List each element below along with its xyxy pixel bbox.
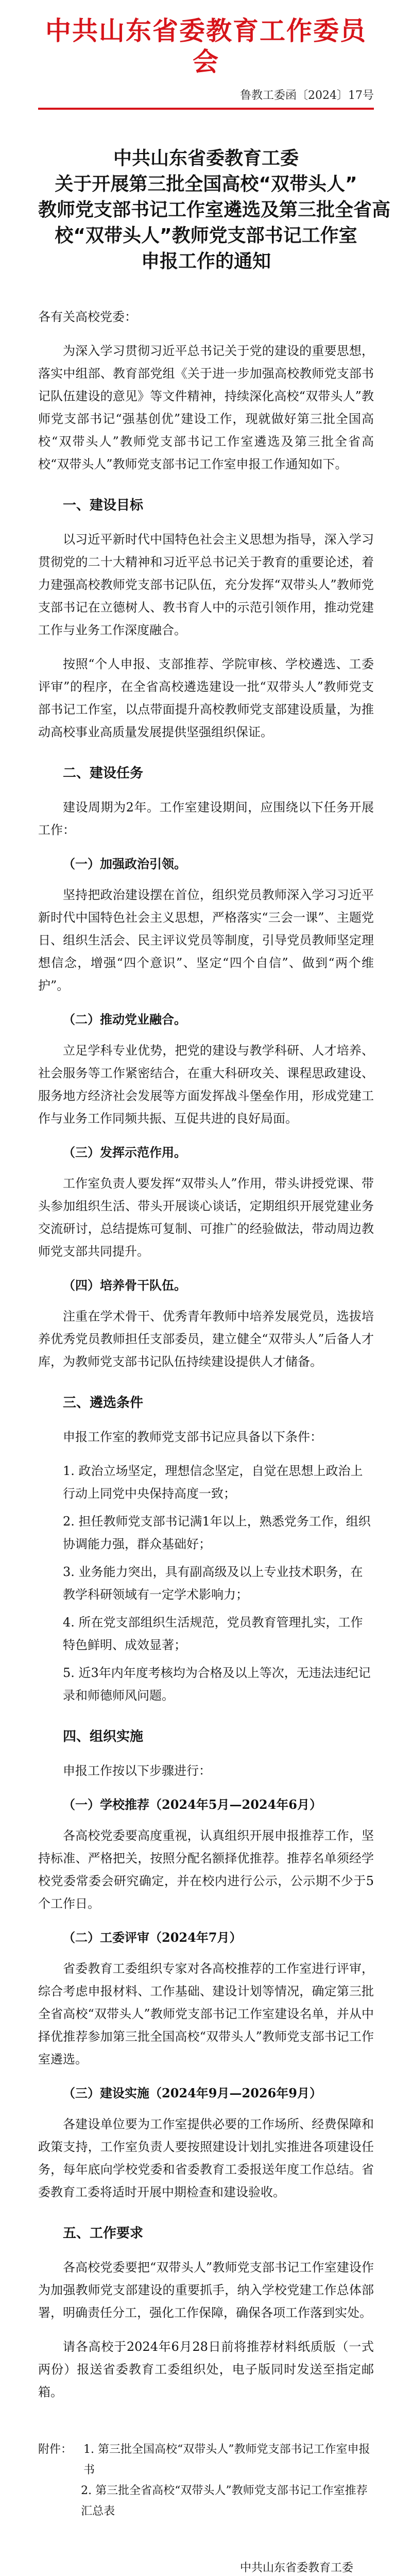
body-paragraph: 注重在学术骨干、优秀青年教师中培养发展党员，选拔培养优秀党员教师担任支部委员，建立健全“双带头人”后备人才库，为教师党支部书记队伍持续建设提供人才储备。 xyxy=(38,1309,374,1369)
attachments-label: 附件： xyxy=(38,2443,73,2456)
issuing-organization: 中共山东省委教育工委 xyxy=(239,2562,353,2574)
section-heading: 五、工作要求 xyxy=(63,2226,144,2241)
intro-paragraph: 为深入学习贯彻习近平总书记关于党的建设的重要思想，落实中组部、教育部党组《关于进一步加强高校教师党支部书记队伍建设的意见》等文件精神，持续深化高校“双带头人”教师党支部书记“强基创优”建设工作，现就做好第三批全国高校“双带头人”教师党支部书记工作室遴选及第三批全省高校“双带头人”教师党支部书记工作室申报工作通知如下。 xyxy=(38,344,374,471)
section-heading: 一、建设目标 xyxy=(63,498,144,513)
section-heading: 二、建设任务 xyxy=(63,766,144,781)
list-item: 2. 担任教师党支部书记满1年以上，熟悉党务工作，组织协调能力强，群众基础好； xyxy=(63,1514,371,1551)
body-paragraph: 工作室负责人要发挥“双带头人”作用，带头讲授党课、带头参加组织生活、带头开展谈心谈话，定期组织开展党建业务交流研讨，总结提炼可复制、可推广的经验做法，带动周边教师党支部共同提升。 xyxy=(38,1176,374,1259)
body-paragraph: 坚持把政治建设摆在首位，组织党员教师深入学习习近平新时代中国特色社会主义思想，严格落实“三会一课”、主题党日、组织生活会、民主评议党员等制度，引导党员教师坚定理想信念，增强“四个意识”、坚定“四个自信”、做到“两个维护”。 xyxy=(38,888,374,993)
attachment-row xyxy=(38,2439,374,2481)
list-item: 1. 政治立场坚定，理想信念坚定，自觉在思想上政治上行动上同党中央保持高度一致； xyxy=(63,1464,363,1501)
salutation: 各有关高校党委： xyxy=(38,310,137,324)
body-paragraph: 各高校党委要把“双带头人”教师党支部书记工作室建设作为加强教师党支部建设的重要抓手，纳入学校党建工作总体部署，明确责任分工，强化工作保障，确保各项工作落到实处。 xyxy=(38,2260,374,2320)
red-header-rule xyxy=(38,108,374,110)
notice-body xyxy=(38,306,374,2576)
subsection-heading: （一）学校推荐（2024年5月—2024年6月） xyxy=(63,1797,322,1812)
signature-block xyxy=(38,2558,374,2576)
criteria-list xyxy=(63,1460,374,1707)
body-paragraph: 各高校党委要高度重视，认真组织开展申报推荐工作，坚持标准、严格把关，按照分配名额择优推荐。推荐名单须经学校党委常委会研究确定，并在校内进行公示，公示期不少于5个工作日。 xyxy=(38,1828,374,1911)
list-item: 5. 近3年内年度考核均为合格及以上等次，无违法违纪记录和师德师风问题。 xyxy=(63,1666,371,1703)
list-item: 3. 业务能力突出，具有副高级及以上专业技术职务，在教学科研领域有一定学术影响力； xyxy=(63,1565,363,1602)
body-paragraph: 申报工作按以下步骤进行： xyxy=(63,1764,211,1778)
subsection-heading: （三）建设实施（2024年9月—2026年9月） xyxy=(63,2086,322,2100)
body-paragraph: 申报工作室的教师党支部书记应具备以下条件： xyxy=(63,1430,322,1444)
attachments-label-spacer xyxy=(38,2481,76,2522)
subsection-heading: （二）工委评审（2024年7月） xyxy=(63,1930,242,1945)
notice-title-line: 申报工作的通知 xyxy=(141,251,271,272)
notice-title-line: 中共山东省委教育工委 xyxy=(113,148,299,169)
notice-title-line: 教师党支部书记工作室遴选及第三批全省高 xyxy=(38,199,391,221)
subsection-heading: （二）推动党业融合。 xyxy=(63,1012,186,1027)
subsection-heading: （三）发挥示范作用。 xyxy=(63,1145,186,1160)
body-paragraph: 按照“个人申报、支部推荐、学院审核、学校遴选、工委评审”的程序，在全省高校遴选建设一批“双带头人”教师党支部书记工作室，以点带面提升高校教师党支部建设质量，为推动高校事业高质量发展提供坚强组织保证。 xyxy=(38,657,374,739)
body-paragraph: 立足学科专业优势，把党的建设与教学科研、人才培养、社会服务等工作紧密结合，在重大科研攻关、课程思政建设、服务地方经济社会发展等方面发挥战斗堡垒作用，形成党建工作与业务工作同频共振、互促共进的良好局面。 xyxy=(38,1043,374,1126)
body-paragraph: 以习近平新时代中国特色社会主义思想为指导，深入学习贯彻党的二十大精神和习近平总书记关于教育的重要论述，着力建强高校教师党支部书记队伍，充分发挥“双带头人”教师党支部书记在立德树人、教书育人中的示范引领作用，推动党建工作与业务工作深度融合。 xyxy=(38,532,374,637)
notice-title-line: 关于开展第三批全国高校“双带头人” xyxy=(55,174,357,195)
attachment-row xyxy=(38,2481,374,2522)
attachment-item[interactable]: 1. 第三批全国高校“双带头人”教师党支部书记工作室申报书 xyxy=(83,2443,370,2477)
document-number: 鲁教工委函〔2024〕17号 xyxy=(240,89,374,102)
notice-title xyxy=(38,146,391,275)
attachment-item[interactable]: 2. 第三批全省高校“双带头人”教师党支部书记工作室推荐汇总表 xyxy=(81,2484,368,2518)
body-paragraph: 请各高校于2024年6月28日前将推荐材料纸质版（一式两份）报送省委教育工委组织处，电子版同时发送至指定邮箱。 xyxy=(38,2340,374,2399)
subsection-heading: （四）培养骨干队伍。 xyxy=(63,1278,186,1293)
masthead-title: 中共山东省委教育工作委员会 xyxy=(45,15,367,77)
notice-title-line: 校“双带头人”教师党支部书记工作室 xyxy=(55,225,357,246)
section-heading: 四、组织实施 xyxy=(63,1729,144,1744)
subsection-heading: （一）加强政治引领。 xyxy=(63,856,186,871)
body-paragraph: 省委教育工委组织专家对各高校推荐的工作室进行评审，综合考虑申报材料、工作基础、建设计划等情况，确定第三批全省高校“双带头人”教师党支部书记工作室建设名单，并从中择优推荐参加第三批全国高校“双带头人”教师党支部书记工作室遴选。 xyxy=(38,1961,374,2066)
list-item: 4. 所在党支部组织生活规范，党员教育管理扎实，工作特色鲜明、成效显著； xyxy=(63,1615,363,1652)
body-paragraph: 建设周期为2年。工作室建设期间，应围绕以下任务开展工作： xyxy=(38,800,374,837)
body-paragraph: 各建设单位要为工作室提供必要的工作场所、经费保障和政策支持，工作室负责人要按照建设计划扎实推进各项建设任务，每年底向学校党委和省委教育工委报送年度工作总结。省委教育工委将适时开展中期检查和建设验收。 xyxy=(38,2117,374,2199)
section-heading: 三、遴选条件 xyxy=(63,1395,144,1411)
attachments-block xyxy=(38,2439,374,2522)
